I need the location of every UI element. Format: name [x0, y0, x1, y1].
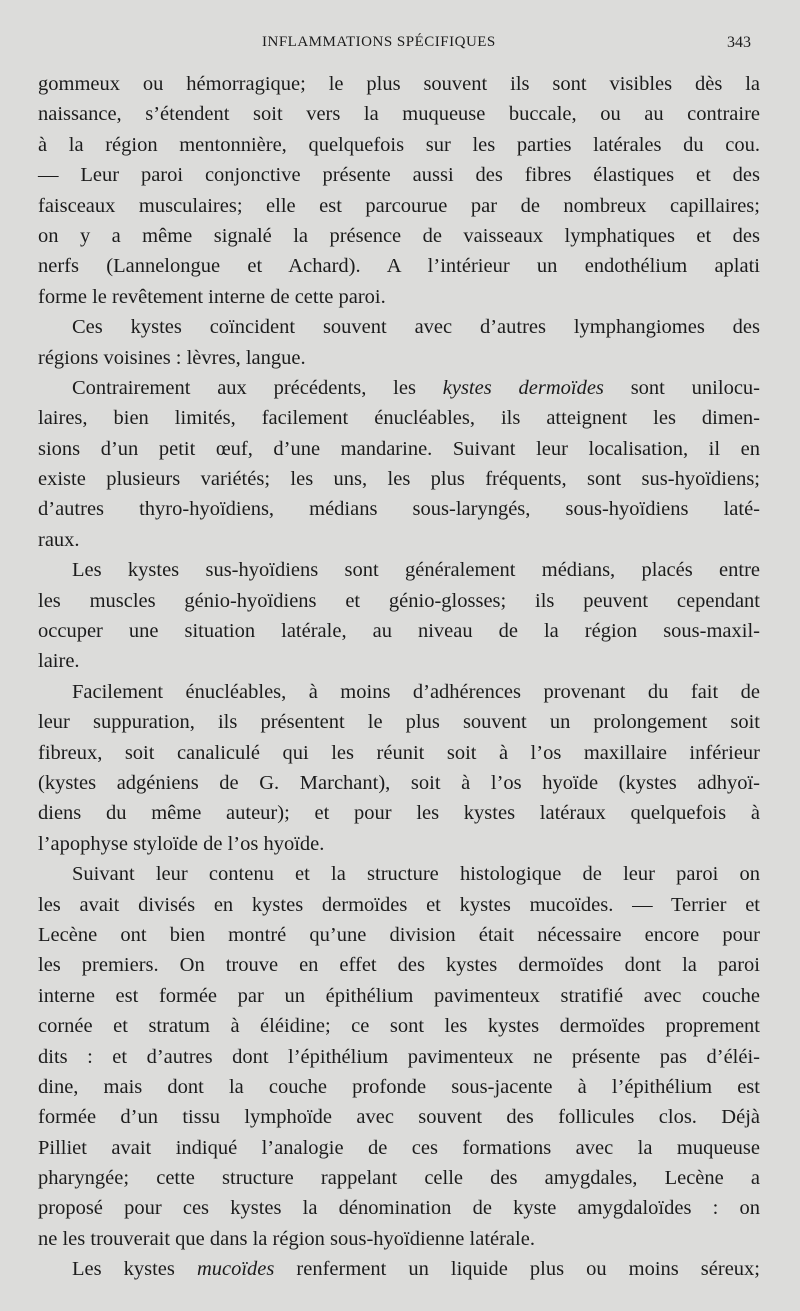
text-run: renferment un liquide plus ou moins séreux;: [274, 1258, 760, 1281]
text-run: sont unilocu-: [603, 376, 760, 399]
text-line: Pilliet avait indiqué l’analogie de ces formations avec la muqueuse: [38, 1136, 760, 1159]
text-line: on y a même signalé la présence de vaisseaux lymphatiques et des: [38, 224, 760, 247]
text-line: Ces kystes coïncident souvent avec d’autres lymphangiomes des: [72, 316, 760, 339]
text-line: diens du même auteur); et pour les kystes latéraux quelquefois à: [38, 802, 760, 825]
page-number: 343: [727, 34, 751, 51]
text-line: proposé pour ces kystes la dénomination de kyste amygdaloïdes : on: [38, 1197, 760, 1220]
italic-term: kystes dermoïdes: [442, 376, 604, 399]
text-line: ne les trouverait que dans la région sous-hyoïdienne latérale.: [38, 1227, 535, 1250]
italic-term: mucoïdes: [196, 1258, 275, 1281]
page-header: [0, 34, 800, 58]
text-line: pharyngée; cette structure rappelant celle des amygdales, Lecène a: [38, 1167, 760, 1190]
text-line: forme le revêtement interne de cette paroi.: [38, 285, 386, 308]
text-line: gommeux ou hémorragique; le plus souvent ils sont visibles dès la: [38, 73, 760, 95]
text-line: — Leur paroi conjonctive présente aussi des fibres élastiques et des: [38, 164, 760, 187]
text-line: nerfs (Lannelongue et Achard). A l’intérieur un endothélium aplati: [38, 255, 760, 278]
text-line: occuper une situation latérale, au niveau de la région sous-maxil-: [38, 620, 760, 643]
text-line: naissance, s’étendent soit vers la muqueuse buccale, ou au contraire: [38, 103, 760, 126]
text-line: les premiers. On trouve en effet des kystes dermoïdes dont la paroi: [38, 954, 760, 977]
text-line: [38, 373, 760, 403]
text-line: cornée et stratum à éléidine; ce sont les kystes dermoïdes proprement: [38, 1015, 760, 1038]
text-line: (kystes adgéniens de G. Marchant), soit à l’os hyoïde (kystes adhyoï-: [38, 771, 760, 794]
text-line: laires, bien limités, facilement énucléables, ils atteignent les dimen-: [38, 407, 760, 430]
text-line: les muscles génio-hyoïdiens et génio-glosses; ils peuvent cependant: [38, 589, 760, 612]
text-line: d’autres thyro-hyoïdiens, médians sous-laryngés, sous-hyoïdiens laté-: [38, 498, 760, 521]
text-line: dine, mais dont la couche profonde sous-jacente à l’épithélium est: [38, 1075, 760, 1098]
text-line: Les kystes sus-hyoïdiens sont généralement médians, placés entre: [72, 559, 760, 582]
body-text: [38, 69, 760, 1285]
text-line: l’apophyse styloïde de l’os hyoïde.: [38, 832, 325, 855]
text-line: [38, 1254, 760, 1284]
text-line: Lecène ont bien montré qu’une division était nécessaire encore pour: [38, 923, 760, 946]
text-line: faisceaux musculaires; elle est parcourue par de nombreux capillaires;: [38, 194, 760, 217]
text-line: dits : et d’autres dont l’épithélium pavimenteux ne présente pas d’éléi-: [38, 1045, 760, 1068]
text-line: Suivant leur contenu et la structure histologique de leur paroi on: [72, 863, 760, 886]
text-line: leur suppuration, ils présentent le plus souvent un prolongement soit: [38, 711, 760, 734]
text-line: formée d’un tissu lymphoïde avec souvent des follicules clos. Déjà: [38, 1106, 760, 1129]
text-line: à la région mentonnière, quelquefois sur les parties latérales du cou.: [38, 133, 760, 156]
text-line: régions voisines : lèvres, langue.: [38, 346, 306, 369]
text-line: laire.: [38, 650, 80, 673]
text-line: raux.: [38, 528, 80, 551]
running-title: INFLAMMATIONS SPÉCIFIQUES: [262, 34, 496, 50]
text-line: fibreux, soit canaliculé qui les réunit soit à l’os maxillaire inférieur: [38, 741, 760, 764]
text-run: Les kystes: [72, 1258, 197, 1281]
text-line: les avait divisés en kystes dermoïdes et kystes mucoïdes. — Terrier et: [38, 893, 760, 916]
text-line: Facilement énucléables, à moins d’adhérences provenant du fait de: [72, 680, 760, 703]
text-line: interne est formée par un épithélium pavimenteux stratifié avec couche: [38, 984, 760, 1007]
text-line: sions d’un petit œuf, d’une mandarine. Suivant leur localisation, il en: [38, 437, 760, 460]
text-line: existe plusieurs variétés; les uns, les plus fréquents, sont sus-hyoïdiens;: [38, 468, 760, 491]
text-run: Contrairement aux précédents, les: [72, 376, 443, 399]
